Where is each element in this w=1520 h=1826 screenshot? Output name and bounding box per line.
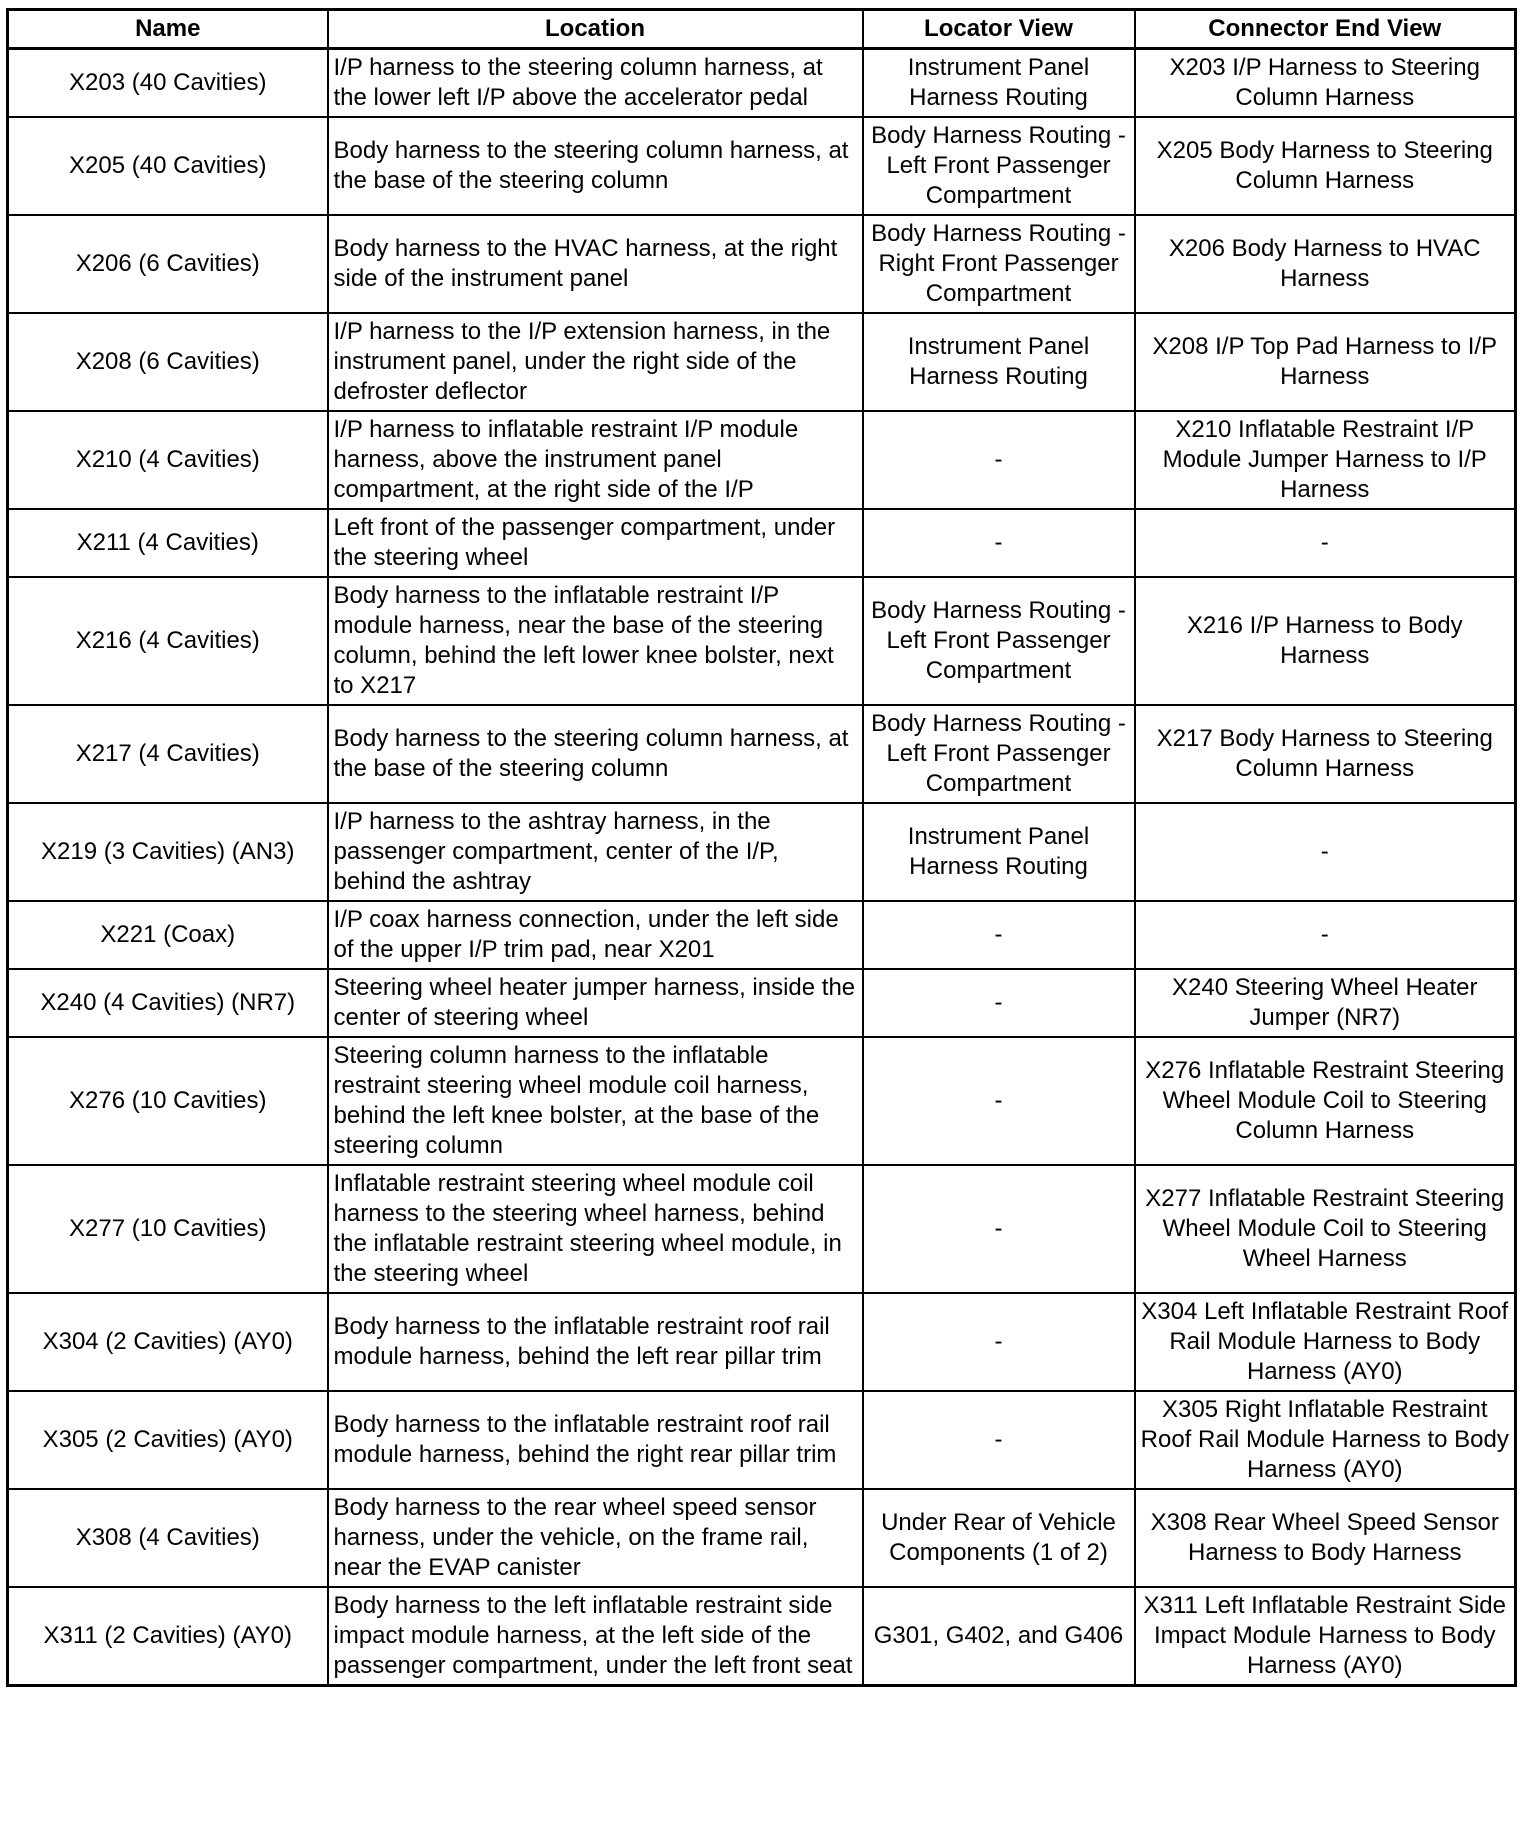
- cell-location: I/P coax harness connection, under the left side of the upper I/P trim pad, near X201: [328, 901, 863, 969]
- cell-location: Left front of the passenger compartment, under the steering wheel: [328, 509, 863, 577]
- cell-connector-end-view: X305 Right Inflatable Restraint Roof Rail Module Harness to Body Harness (AY0): [1135, 1391, 1516, 1489]
- cell-connector-end-view: -: [1135, 901, 1516, 969]
- cell-name: X205 (40 Cavities): [8, 117, 328, 215]
- cell-locator-view: Instrument Panel Harness Routing: [863, 313, 1135, 411]
- table-row: [8, 969, 1516, 1037]
- cell-locator-view: -: [863, 509, 1135, 577]
- cell-connector-end-view: X240 Steering Wheel Heater Jumper (NR7): [1135, 969, 1516, 1037]
- cell-location: Body harness to the inflatable restraint I/P module harness, near the base of the steering column, behind the left lower knee bolster, next to X217: [328, 577, 863, 705]
- cell-locator-view: Instrument Panel Harness Routing: [863, 803, 1135, 901]
- cell-connector-end-view: X217 Body Harness to Steering Column Harness: [1135, 705, 1516, 803]
- table-row: [8, 577, 1516, 705]
- cell-locator-view: G301, G402, and G406: [863, 1587, 1135, 1686]
- cell-location: Body harness to the inflatable restraint roof rail module harness, behind the left rear pillar trim: [328, 1293, 863, 1391]
- cell-connector-end-view: X208 I/P Top Pad Harness to I/P Harness: [1135, 313, 1516, 411]
- table-row: [8, 1037, 1516, 1165]
- cell-connector-end-view: X276 Inflatable Restraint Steering Wheel Module Coil to Steering Column Harness: [1135, 1037, 1516, 1165]
- connector-table: [6, 8, 1517, 1687]
- cell-location: Body harness to the steering column harness, at the base of the steering column: [328, 117, 863, 215]
- cell-locator-view: -: [863, 1037, 1135, 1165]
- cell-locator-view: -: [863, 969, 1135, 1037]
- cell-name: X311 (2 Cavities) (AY0): [8, 1587, 328, 1686]
- cell-name: X206 (6 Cavities): [8, 215, 328, 313]
- cell-name: X203 (40 Cavities): [8, 49, 328, 118]
- cell-name: X304 (2 Cavities) (AY0): [8, 1293, 328, 1391]
- cell-location: Steering column harness to the inflatable restraint steering wheel module coil harness, behind the left knee bolster, at the base of the steering column: [328, 1037, 863, 1165]
- table-row: [8, 1489, 1516, 1587]
- table-row: [8, 901, 1516, 969]
- cell-connector-end-view: X203 I/P Harness to Steering Column Harness: [1135, 49, 1516, 118]
- cell-location: Body harness to the left inflatable restraint side impact module harness, at the left side of the passenger compartment, under the left front seat: [328, 1587, 863, 1686]
- cell-location: Steering wheel heater jumper harness, inside the center of steering wheel: [328, 969, 863, 1037]
- cell-name: X210 (4 Cavities): [8, 411, 328, 509]
- header-location: Location: [328, 10, 863, 49]
- cell-name: X216 (4 Cavities): [8, 577, 328, 705]
- cell-locator-view: -: [863, 1293, 1135, 1391]
- cell-name: X240 (4 Cavities) (NR7): [8, 969, 328, 1037]
- cell-location: Body harness to the rear wheel speed sensor harness, under the vehicle, on the frame rail, near the EVAP canister: [328, 1489, 863, 1587]
- cell-name: X305 (2 Cavities) (AY0): [8, 1391, 328, 1489]
- cell-connector-end-view: X311 Left Inflatable Restraint Side Impact Module Harness to Body Harness (AY0): [1135, 1587, 1516, 1686]
- cell-name: X221 (Coax): [8, 901, 328, 969]
- cell-location: I/P harness to the steering column harness, at the lower left I/P above the accelerator pedal: [328, 49, 863, 118]
- cell-connector-end-view: X205 Body Harness to Steering Column Harness: [1135, 117, 1516, 215]
- cell-name: X276 (10 Cavities): [8, 1037, 328, 1165]
- header-locator-view: Locator View: [863, 10, 1135, 49]
- cell-connector-end-view: -: [1135, 803, 1516, 901]
- cell-location: I/P harness to inflatable restraint I/P module harness, above the instrument panel compartment, at the right side of the I/P: [328, 411, 863, 509]
- cell-locator-view: Body Harness Routing - Left Front Passenger Compartment: [863, 577, 1135, 705]
- table-row: [8, 117, 1516, 215]
- cell-locator-view: Body Harness Routing - Left Front Passenger Compartment: [863, 705, 1135, 803]
- header-name: Name: [8, 10, 328, 49]
- table-row: [8, 705, 1516, 803]
- cell-locator-view: Body Harness Routing - Left Front Passenger Compartment: [863, 117, 1135, 215]
- table-row: [8, 49, 1516, 118]
- cell-connector-end-view: X277 Inflatable Restraint Steering Wheel Module Coil to Steering Wheel Harness: [1135, 1165, 1516, 1293]
- table-row: [8, 215, 1516, 313]
- cell-name: X211 (4 Cavities): [8, 509, 328, 577]
- cell-connector-end-view: X304 Left Inflatable Restraint Roof Rail Module Harness to Body Harness (AY0): [1135, 1293, 1516, 1391]
- cell-name: X208 (6 Cavities): [8, 313, 328, 411]
- cell-name: X277 (10 Cavities): [8, 1165, 328, 1293]
- table-row: [8, 509, 1516, 577]
- table-row: [8, 1391, 1516, 1489]
- cell-locator-view: Under Rear of Vehicle Components (1 of 2): [863, 1489, 1135, 1587]
- cell-location: Inflatable restraint steering wheel module coil harness to the steering wheel harness, behind the inflatable restraint steering wheel module, in the steering wheel: [328, 1165, 863, 1293]
- cell-connector-end-view: -: [1135, 509, 1516, 577]
- cell-locator-view: -: [863, 1165, 1135, 1293]
- cell-connector-end-view: X308 Rear Wheel Speed Sensor Harness to Body Harness: [1135, 1489, 1516, 1587]
- cell-name: X219 (3 Cavities) (AN3): [8, 803, 328, 901]
- header-row: [8, 10, 1516, 49]
- cell-connector-end-view: X206 Body Harness to HVAC Harness: [1135, 215, 1516, 313]
- cell-locator-view: -: [863, 901, 1135, 969]
- cell-name: X217 (4 Cavities): [8, 705, 328, 803]
- cell-location: I/P harness to the ashtray harness, in the passenger compartment, center of the I/P, behind the ashtray: [328, 803, 863, 901]
- cell-locator-view: Instrument Panel Harness Routing: [863, 49, 1135, 118]
- cell-name: X308 (4 Cavities): [8, 1489, 328, 1587]
- table-row: [8, 1165, 1516, 1293]
- header-connector-end-view: Connector End View: [1135, 10, 1516, 49]
- table-row: [8, 1293, 1516, 1391]
- cell-location: I/P harness to the I/P extension harness, in the instrument panel, under the right side of the defroster deflector: [328, 313, 863, 411]
- table-body: [8, 49, 1516, 1686]
- table-row: [8, 411, 1516, 509]
- table-header: [8, 10, 1516, 49]
- cell-locator-view: -: [863, 411, 1135, 509]
- cell-location: Body harness to the HVAC harness, at the right side of the instrument panel: [328, 215, 863, 313]
- cell-connector-end-view: X210 Inflatable Restraint I/P Module Jumper Harness to I/P Harness: [1135, 411, 1516, 509]
- cell-locator-view: -: [863, 1391, 1135, 1489]
- table-row: [8, 803, 1516, 901]
- cell-locator-view: Body Harness Routing - Right Front Passenger Compartment: [863, 215, 1135, 313]
- cell-location: Body harness to the inflatable restraint roof rail module harness, behind the right rear pillar trim: [328, 1391, 863, 1489]
- cell-connector-end-view: X216 I/P Harness to Body Harness: [1135, 577, 1516, 705]
- table-row: [8, 1587, 1516, 1686]
- cell-location: Body harness to the steering column harness, at the base of the steering column: [328, 705, 863, 803]
- table-row: [8, 313, 1516, 411]
